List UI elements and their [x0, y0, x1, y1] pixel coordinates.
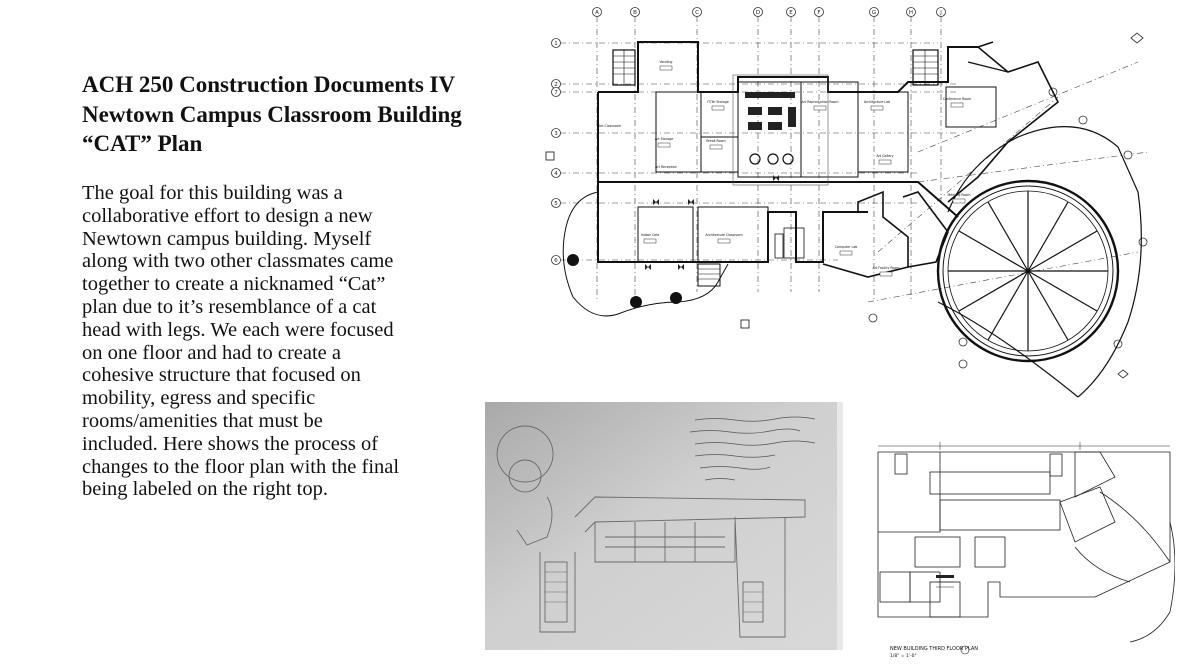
grid-label: H: [908, 10, 914, 16]
room-label: Art Storage: [654, 137, 674, 141]
body-line: The goal for this building was a: [82, 182, 343, 204]
body-line: collaborative effort to design a new: [82, 204, 373, 227]
room-label: Architecture Classroom: [705, 233, 743, 237]
body-line: plan due to it’s resemblance of a cat: [82, 295, 377, 318]
body-line: together to create a nicknamed “Cat”: [82, 273, 386, 296]
body-line: included. Here shows the process of: [82, 432, 379, 455]
body-line: head with legs. We each were focused: [82, 318, 394, 341]
room-label: Vending: [659, 60, 673, 64]
description-paragraph: [82, 182, 452, 501]
grid-label: D: [755, 10, 761, 16]
plan-scale: 1/8" = 1'-0": [890, 654, 917, 659]
body-line: rooms/amenities that must be: [82, 409, 323, 432]
grid-label: A: [595, 10, 599, 16]
final-floor-plan: [538, 2, 1178, 402]
grid-label: 2: [554, 82, 558, 88]
grid-label: 4: [554, 171, 558, 177]
grid-label: 1: [554, 41, 558, 47]
room-label: Indoor Cafe: [640, 233, 660, 237]
body-line: being labeled on the right top.: [82, 478, 328, 501]
room-label: Computer Lab: [834, 245, 858, 249]
grid-label: F: [817, 10, 821, 16]
room-label: IT/Tel Storage: [707, 100, 729, 104]
room-label: Art Gallery: [876, 154, 894, 158]
body-line: along with two other classmates came: [82, 250, 394, 273]
body-line: on one floor and had to create a: [82, 341, 341, 364]
title-line: ACH 250 Construction Documents IV: [82, 72, 456, 97]
grid-label: G: [871, 10, 877, 16]
body-line: changes to the floor plan with the final: [82, 455, 400, 478]
room-label: Meeting Room: [947, 193, 971, 197]
grid-label: C: [695, 10, 699, 16]
grid-label: B: [633, 10, 637, 16]
body-line: cohesive structure that focused on: [82, 364, 361, 387]
room-label: Conference Room: [942, 97, 972, 101]
title-line: Newtown Campus Classroom Building: [82, 101, 462, 127]
plan-caption: NEW BUILDING THIRD FLOOR PLAN: [890, 646, 979, 652]
grid-label: E: [789, 10, 793, 16]
room-label: Break Room: [706, 139, 726, 143]
grid-label: J: [940, 10, 942, 16]
grid-label: 6: [554, 258, 558, 264]
room-label: Art Facility Room: [872, 266, 900, 270]
title-line: “CAT” Plan: [82, 131, 203, 156]
third-floor-plan: [870, 432, 1175, 662]
grid-label: 7: [554, 90, 558, 96]
grid-label: 3: [554, 131, 558, 137]
body-line: Newtown campus building. Myself: [82, 227, 372, 250]
hand-sketch-photo: [485, 402, 843, 650]
room-label: Art Reception: [655, 165, 677, 169]
room-label: Art Reproduction Room: [801, 100, 839, 104]
room-label: Architecture Lab: [863, 100, 891, 104]
slide-title: [82, 70, 512, 159]
grid-label: 5: [554, 201, 558, 207]
room-label: Art Classroom: [598, 124, 622, 128]
body-line: mobility, egress and specific: [82, 387, 316, 410]
